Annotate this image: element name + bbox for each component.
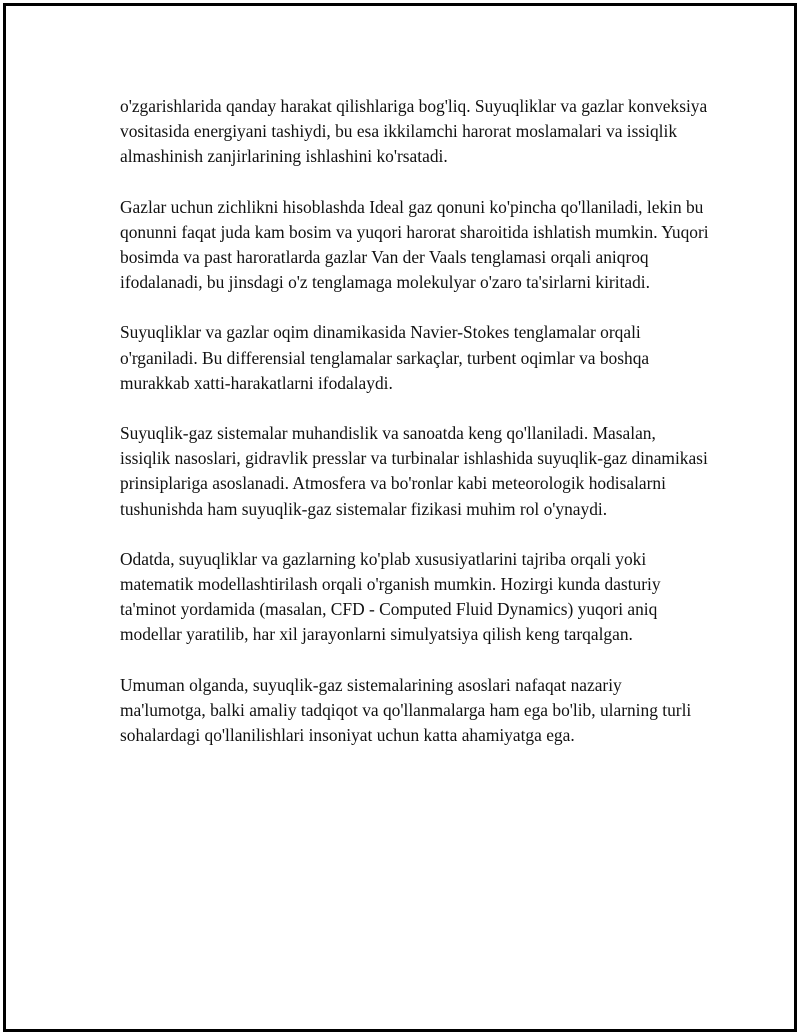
document-body bbox=[120, 94, 710, 748]
paragraph-1: o'zgarishlarida qanday harakat qilishlariga bog'liq. Suyuqliklar va gazlar konveksiya vositasida energiyani tashiydi, bu esa ikkilamchi harorat moslamalari va issiqlik almashinish zanjirlarining ishlashini ko'rsatadi. bbox=[120, 96, 708, 167]
paragraph-3: Suyuqliklar va gazlar oqim dinamikasida Navier-Stokes tenglamalar orqali o'rganiladi. Bu differensial tenglamalar sarkaçlar, turbent oqimlar va boshqa murakkab xatti-harakatlarni ifodalaydi. bbox=[120, 322, 650, 393]
paragraph-4: Suyuqlik-gaz sistemalar muhandislik va sanoatda keng qo'llaniladi. Masalan, issiqlik nasoslari, gidravlik presslar va turbinalar ishlashida suyuqlik-gaz dinamikasi prinsiplariga asoslanadi. Atmosfera va bo'ronlar kabi meteorologik hodisalarni tushunishda ham suyuqlik-gaz sistemalar fizikasi muhim rol o'ynaydi. bbox=[120, 423, 708, 519]
paragraph-5: Odatda, suyuqliklar va gazlarning ko'plab xususiyatlarini tajriba orqali yoki matematik modellashtirilash orqali o'rganish mumkin. Hozirgi kunda dasturiy ta'minot yordamida (masalan, CFD - Computed Fluid Dynamics) yuqori aniq modellar yaratilib, har xil jarayonlarni simulyatsiya qilish keng tarqalgan. bbox=[120, 548, 661, 645]
paragraph-2: Gazlar uchun zichlikni hisoblashda Ideal gaz qonuni ko'pincha qo'llaniladi, lekin bu qonunni faqat juda kam bosim va yuqori harorat sharoitida ishlatish mumkin. Yuqori bosimda va past haroratlarda gazlar Van der Vaals tenglamasi orqali aniqroq ifodalanadi, bu jinsdagi o'z tenglamaga molekulyar o'zaro ta'sirlarni kiritadi. bbox=[120, 196, 709, 293]
paragraph-6: Umuman olganda, suyuqlik-gaz sistemalarining asoslari nafaqat nazariy ma'lumotga, balki amaliy tadqiqot va qo'llanmalarga ham ega bo'lib, ularning turli sohalardagi qo'llanilishlari insoniyat uchun katta ahamiyatga ega. bbox=[120, 674, 692, 746]
page-border bbox=[3, 3, 797, 1032]
